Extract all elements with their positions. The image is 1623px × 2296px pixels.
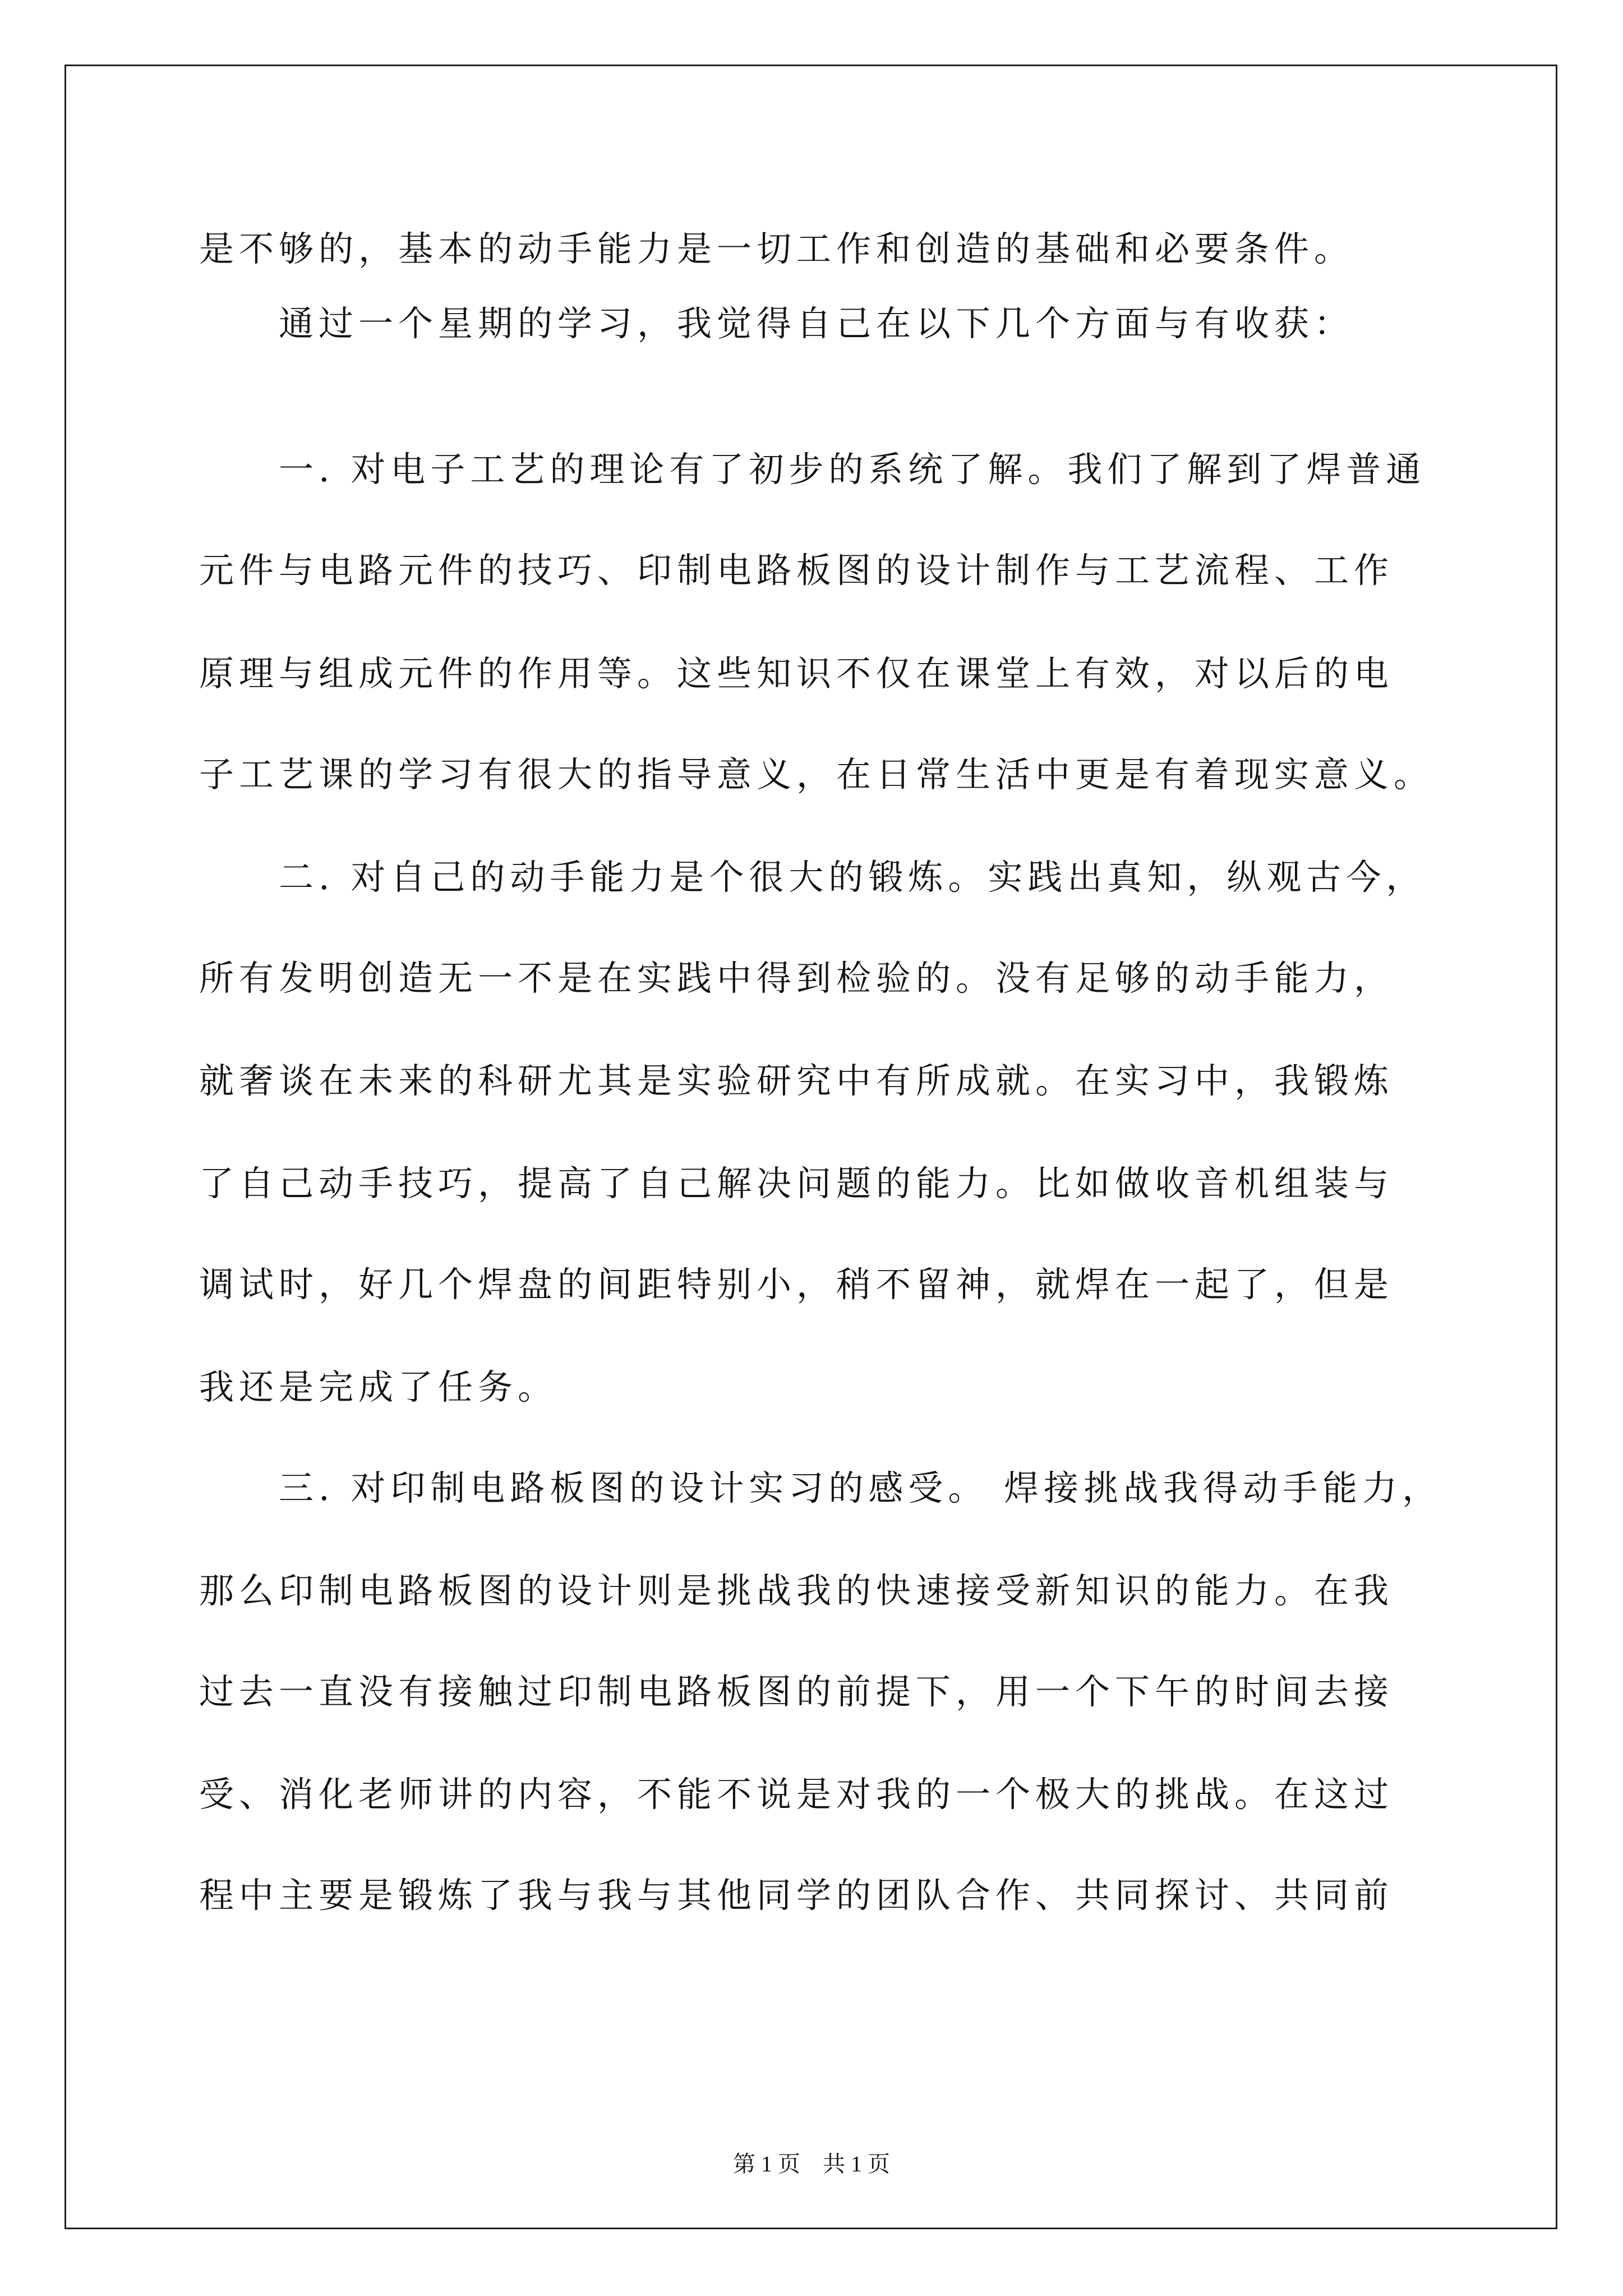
text-line: 调试时，好几个焊盘的间距特别小，稍不留神，就焊在一起了，但是 [199,1264,1394,1305]
text-line: 是不够的，基本的动手能力是一切工作和创造的基础和必要条件。 [199,228,1354,269]
text-line: 二. 对自己的动手能力是个很大的锻炼。实践出真知，纵观古今， [199,857,1426,898]
text-line: 原理与组成元件的作用等。这些知识不仅在课堂上有效，对以后的电 [199,653,1394,694]
text-line: 我还是完成了任务。 [199,1366,558,1407]
text-line: 受、消化老师讲的内容，不能不说是对我的一个极大的挑战。在这过 [199,1774,1394,1815]
text-line: 三. 对印制电路板图的设计实习的感受。 焊接挑战我得动手能力， [199,1467,1442,1508]
page-number-footer: 第 1 页 共 1 页 [733,2151,890,2177]
text-line: 子工艺课的学习有很大的指导意义，在日常生活中更是有着现实意义。 [199,754,1434,795]
text-line: 所有发明创造无一不是在实践中得到检验的。没有足够的动手能力， [199,958,1394,999]
text-line: 元件与电路元件的技巧、印制电路板图的设计制作与工艺流程、工作 [199,550,1394,591]
text-line: 了自己动手技巧，提高了自己解决问题的能力。比如做收音机组装与 [199,1163,1394,1204]
text-line: 通过一个星期的学习，我觉得自己在以下几个方面与有收获： [199,303,1354,344]
text-line: 过去一直没有接触过印制电路板图的前提下，用一个下午的时间去接 [199,1671,1394,1712]
text-line: 一. 对电子工艺的理论有了初步的系统了解。我们了解到了焊普通 [199,449,1426,490]
text-line: 就奢谈在未来的科研尤其是实验研究中有所成就。在实习中，我锻炼 [199,1060,1394,1101]
text-line: 程中主要是锻炼了我与我与其他同学的团队合作、共同探讨、共同前 [199,1875,1394,1916]
text-line: 那么印制电路板图的设计则是挑战我的快速接受新知识的能力。在我 [199,1570,1394,1611]
